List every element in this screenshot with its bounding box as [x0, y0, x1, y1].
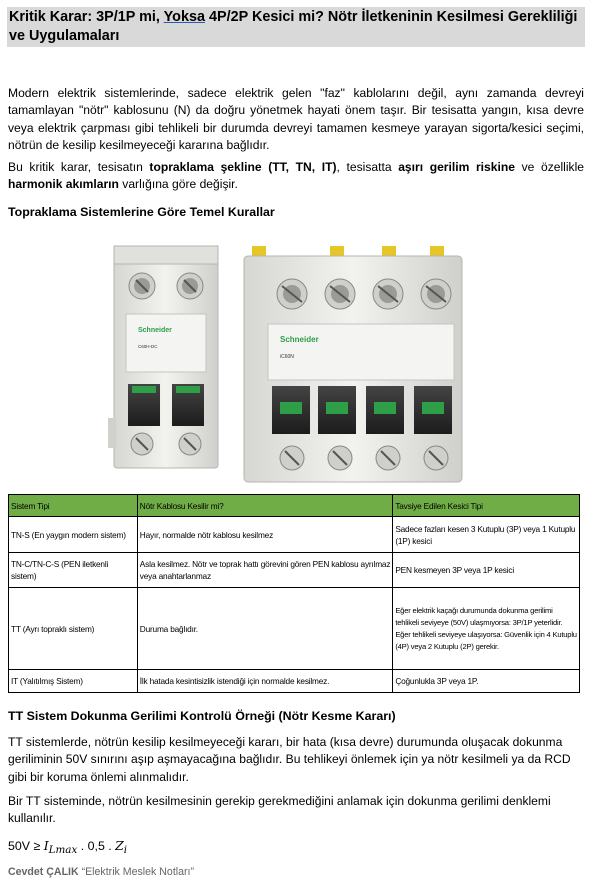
- cell-system: [9, 553, 138, 588]
- system-code: TT: [11, 623, 21, 634]
- big-4p-breaker: [244, 246, 462, 482]
- small-2p-breaker: [108, 246, 218, 468]
- intro-paragraph-1: Modern elektrik sistemlerinde, sadece elektrik gelen "faz" kablolarını değil, aynı zamanda devreyi tamamlayan "nötr" kablosunu (N) da doğru yönetmek hayati önem taşır. Bir tesisatta yangın, kısa devre veya elektrik çarpması gibi tehlikeli bir durumda devreyi tamamen kesmeye yarayan sigorta/kesici seçimi, nötrün de kesilip kesilmeyeceği kararına bağlıdır.: [8, 86, 584, 152]
- footer-author: Cevdet ÇALIK: [8, 866, 79, 878]
- cell-recommendation: Eğer elektrik kaçağı durumunda dokunma gerilimi tehlikeli seviyeye (50V) ulaşmıyorsa: 3P/1P yeterlidir. Eğer tehlikeli seviyeye ulaşıyorsa: Güvenlik için 4 Kutuplu (4P) veya 2 Kutuplu (2P) gerekir.: [393, 588, 580, 670]
- cell-system: [9, 517, 138, 553]
- formula-impedance-sub: i: [123, 844, 128, 857]
- formula-lhs: 50V ≥: [8, 839, 44, 853]
- system-code: TN-S: [11, 529, 30, 540]
- formula-current: I: [43, 838, 49, 853]
- title-text-2: 4P/2P Kesici mi? Nötr İletkeninin Kesilmesi Gerekliliği ve Uygulamaları: [9, 9, 578, 44]
- title-text-1: Kritik Karar: 3P/1P mi,: [9, 9, 164, 25]
- cell-recommendation: Çoğunlukla 3P veya 1P.: [393, 670, 580, 693]
- cell-neutral: Duruma bağlıdır.: [137, 588, 393, 670]
- system-desc: (Ayrı topraklı sistem): [20, 623, 95, 634]
- p2-text-c: , tesisatta: [336, 160, 399, 174]
- touch-voltage-formula: [8, 838, 127, 856]
- formula-impedance: Z: [115, 838, 124, 853]
- table-row: [9, 553, 580, 588]
- header-neutral-cut: Nötr Kablosu Kesilir mi?: [137, 495, 393, 517]
- document-title: [7, 7, 585, 47]
- p2-bold-harmonics: harmonik akımların: [8, 177, 119, 192]
- p2-bold-grounding: topraklama şekline (TT, TN, IT): [149, 160, 337, 174]
- system-code: TN-C/TN-C-S: [11, 559, 60, 569]
- cell-recommendation: Sadece fazları kesen 3 Kutuplu (3P) veya 1 Kutuplu (1P) kesici: [393, 517, 580, 553]
- table-header-row: [9, 495, 580, 517]
- big-model-label: iC60N: [280, 354, 294, 360]
- system-desc: (PEN iletkenli sistem): [11, 559, 109, 581]
- system-code: IT: [11, 676, 18, 686]
- cell-neutral: İlk hatada kesintisizlik istendiği için normalde kesilmez.: [137, 670, 393, 693]
- formula-current-sub: Lmax: [48, 844, 78, 857]
- p2-text-g: varlığına göre değişir.: [118, 177, 238, 192]
- system-desc: (Yalıtılmış Sistem): [17, 676, 83, 686]
- table-row: [9, 517, 580, 553]
- big-brand-label: Schneider: [280, 335, 319, 344]
- p2-bold-overvoltage: aşırı gerilim riskine: [398, 160, 515, 174]
- p2-text-e: ve özellikle: [514, 160, 585, 174]
- section-heading-tt-example: TT Sistem Dokunma Gerilimi Kontrolü Örneği (Nötr Kesme Kararı): [8, 709, 396, 723]
- cell-neutral: Hayır, normalde nötr kablosu kesilmez: [137, 517, 393, 553]
- cell-system: [9, 588, 138, 670]
- cell-recommendation: PEN kesmeyen 3P veya 1P kesici: [393, 553, 580, 588]
- table-row: [9, 588, 580, 670]
- tt-paragraph-2: Bir TT sisteminde, nötrün kesilmesinin gerekip gerekmediğini anlamak için dokunma gerilimi denklemi kullanılır.: [8, 794, 551, 826]
- cell-system: [9, 670, 138, 693]
- small-model-label: C60H-DC: [138, 344, 158, 349]
- cell-neutral: Asla kesilmez. Nötr ve toprak hattı görevini gören PEN kablosu ayrılmaz veya anahtarlanmaz: [137, 553, 393, 588]
- formula-factor: . 0,5 .: [77, 839, 116, 853]
- header-system-type: Sistem Tipi: [9, 495, 138, 517]
- footer-note: “Elektrik Meslek Notları”: [78, 866, 195, 878]
- footer-credit: [8, 866, 194, 878]
- grounding-rules-table: [8, 494, 580, 693]
- p2-text-a: Bu kritik karar, tesisatın: [8, 160, 150, 174]
- section-heading-grounding: Topraklama Sistemlerine Göre Temel Kurallar: [8, 205, 275, 219]
- table-row: [9, 670, 580, 693]
- header-recommended-breaker: Tavsiye Edilen Kesici Tipi: [393, 495, 580, 517]
- system-desc: (En yaygın modern sistem): [29, 529, 126, 540]
- title-underlined-word: Yoksa: [163, 9, 205, 25]
- intro-paragraph-2: [8, 159, 584, 194]
- tt-paragraph-1: TT sistemlerde, nötrün kesilip kesilmeyeceği kararı, bir hata (kısa devre) durumunda oluşacak dokunma geriliminin 50V sınırını aşıp aşmayacağına bağlıdır. Bu tehlikeyi önlemek için ya nötr kesilmeli ya da RCD gibi bir koruma önlemi alınmalıdır.: [8, 735, 571, 784]
- circuit-breaker-photo: [104, 236, 480, 488]
- small-brand-label: Schneider: [138, 327, 172, 334]
